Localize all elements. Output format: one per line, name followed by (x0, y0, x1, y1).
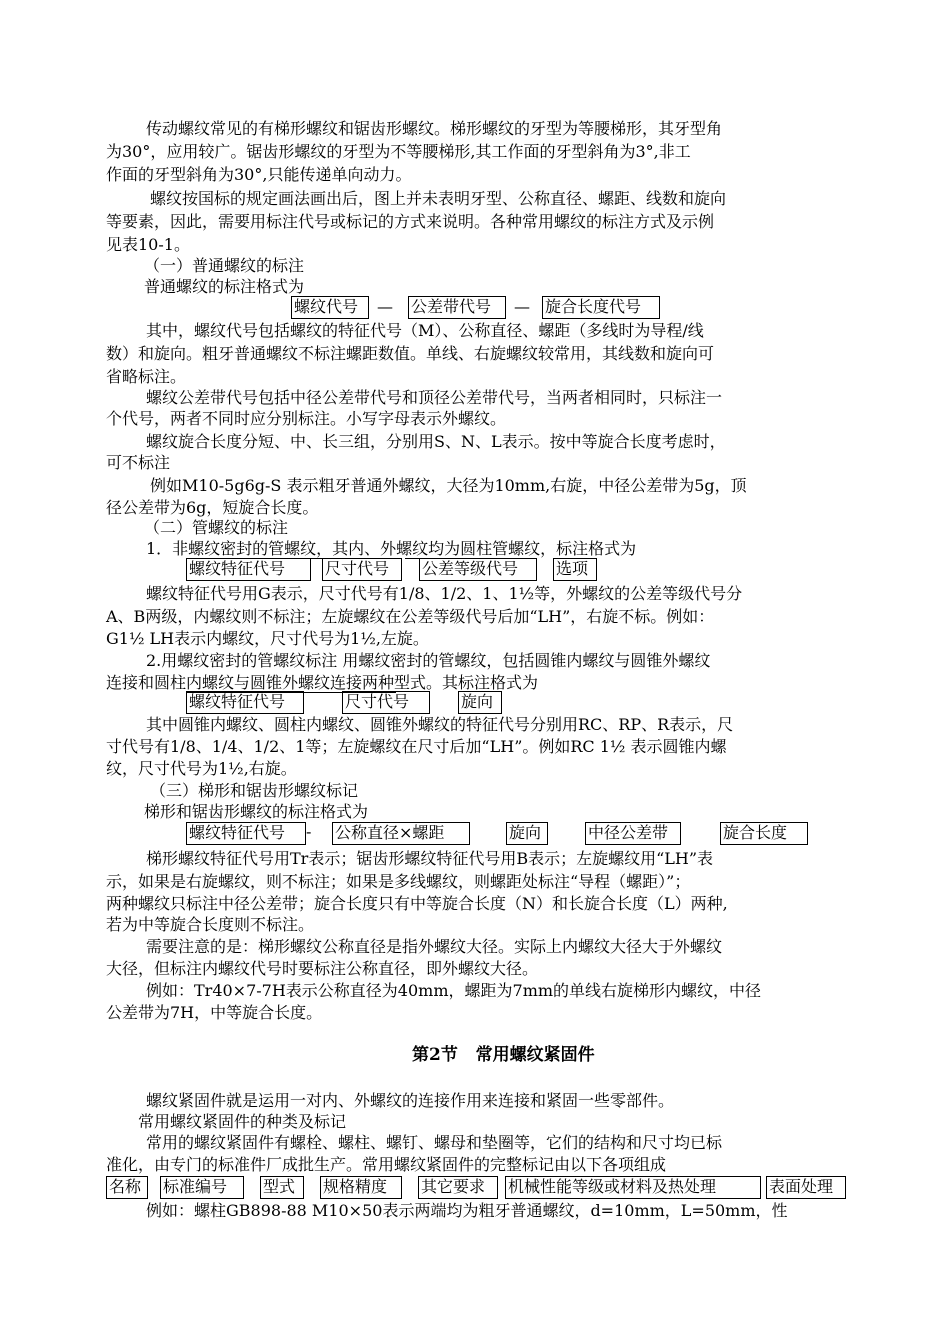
sec2-item2-line2: 连接和圆柱内螺纹与圆锥外螺纹连接两种型式。其标注格式为 (106, 673, 539, 692)
format-box-size-code: 尺寸代号 (342, 691, 430, 714)
format-box-tolerance-code: 公差带代号 (408, 296, 506, 319)
format-box-size-code: 尺寸代号 (322, 558, 402, 581)
format-box-length-code: 旋合长度代号 (542, 296, 660, 319)
section2-subtitle: 常用螺纹紧固件的种类及标记 (138, 1112, 347, 1131)
sec1-p1-line3: 省略标注。 (106, 367, 187, 386)
sec1-title: （一）普通螺纹的标注 (144, 256, 305, 275)
format-dash: — (514, 297, 530, 316)
format-dash: — (377, 297, 393, 316)
section2-p2-line1: 常用的螺纹紧固件有螺栓、螺柱、螺钉、螺母和垫圈等，它们的结构和尺寸均已标 (146, 1133, 723, 1152)
sec3-p3-line1: 例如：Tr40×7-7H表示公称直径为40mm，螺距为7mm的单线右旋梯形内螺纹，中径 (146, 981, 762, 1000)
format-box-diameter-pitch: 公称直径×螺距 (332, 822, 470, 845)
sec1-p3-line2: 可不标注 (106, 453, 171, 472)
intro-p1-line3: 作面的牙型斜角为30°,只能传递单向动力。 (106, 165, 412, 184)
sec1-p4-line2: 径公差带为6g，短旋合长度。 (106, 498, 319, 517)
format-box-feature-code: 螺纹特征代号 (186, 558, 311, 581)
sec3-title: （三）梯形和锯齿形螺纹标记 (150, 781, 359, 800)
intro-p1-line1: 传动螺纹常见的有梯形螺纹和锯齿形螺纹。梯形螺纹的牙型为等腰梯形，其牙型角 (146, 119, 723, 138)
sec1-p2-line2: 个代号，两者不同时应分别标注。小写字母表示外螺纹。 (106, 409, 507, 428)
sec3-p1-line2: 示，如果是右旋螺纹，则不标注；如果是多线螺纹，则螺距处标注“导程（螺距）”； (106, 872, 691, 891)
intro-p1-line2: 为30°，应用较广。锯齿形螺纹的牙型为不等腰梯形,其工作面的牙型斜角为3°,非工 (106, 142, 691, 161)
sec2-item2-line1: 2.用螺纹密封的管螺纹标注 用螺纹密封的管螺纹，包括圆锥内螺纹与圆锥外螺纹 (146, 651, 711, 670)
sec1-format-intro: 普通螺纹的标注格式为 (144, 277, 305, 296)
sec2-title: （二）管螺纹的标注 (144, 518, 289, 537)
sec3-p1-line1: 梯形螺纹特征代号用Tr表示；锯齿形螺纹特征代号用B表示；左旋螺纹用“LH”表 (146, 849, 714, 868)
format-box-engagement-length: 旋合长度 (720, 822, 808, 845)
section2-p1: 螺纹紧固件就是运用一对内、外螺纹的连接作用来连接和紧固一些零部件。 (146, 1091, 675, 1110)
intro-p2-line3: 见表10-1。 (106, 235, 190, 254)
sec1-p1-line2: 数）和旋向。粗牙普通螺纹不标注螺距数值。单线、右旋螺纹较常用，其线数和旋向可 (106, 344, 715, 363)
intro-p2-line2: 等要素，因此，需要用标注代号或标记的方式来说明。各种常用螺纹的标注方式及示例 (106, 212, 715, 231)
format-box-grade-code: 公差等级代号 (419, 558, 537, 581)
sec3-format-intro: 梯形和锯齿形螺纹的标注格式为 (144, 802, 369, 821)
format-box-name: 名称 (106, 1176, 148, 1199)
sec3-p2-line2: 大径，但标注内螺纹代号时要标注公称直径，即外螺纹大径。 (106, 959, 539, 978)
section2-p3: 例如：螺柱GB898-88 M10×50表示两端均为粗牙普通螺纹，d=10mm，L=50mm，性 (146, 1201, 788, 1220)
sec1-p2-line1: 螺纹公差带代号包括中径公差带代号和顶径公差带代号，当两者相同时，只标注一 (146, 388, 723, 407)
sec3-p1-line4: 若为中等旋合长度则不标注。 (106, 915, 315, 934)
sec3-p3-line2: 公差带为7H，中等旋合长度。 (106, 1003, 323, 1022)
sec2-p2-line2: 寸代号有1/8、1/4、1/2、1等；左旋螺纹在尺寸后加“LH”。例如RC 1½ 表示圆锥内螺 (106, 737, 727, 756)
sec1-p1-line1: 其中，螺纹代号包括螺纹的特征代号（M）、公称直径、螺距（多线时为导程/线 (146, 321, 704, 340)
format-dash: - (306, 822, 312, 841)
sec3-p1-line3: 两种螺纹只标注中径公差带；旋合长度只有中等旋合长度（N）和长旋合长度（L）两种, (106, 894, 728, 913)
format-box-mechanical-grade: 机械性能等级或材料及热处理 (505, 1176, 761, 1199)
sec2-item1: 1．非螺纹密封的管螺纹，其内、外螺纹均为圆柱管螺纹，标注格式为 (146, 539, 637, 558)
sec2-p1-line2: A、B两级，内螺纹则不标注；左旋螺纹在公差等级代号后加“LH”，右旋不标。例如： (106, 607, 715, 626)
section-heading: 第2节 常用螺纹紧固件 (412, 1045, 595, 1065)
sec3-p2-line1: 需要注意的是：梯形螺纹公称直径是指外螺纹大径。实际上内螺纹大径大于外螺纹 (146, 937, 723, 956)
format-box-direction: 旋向 (458, 691, 502, 714)
sec2-p2-line1: 其中圆锥内螺纹、圆柱内螺纹、圆锥外螺纹的特征代号分别用RC、RP、R表示，尺 (146, 715, 734, 734)
format-box-thread-code: 螺纹代号 (291, 296, 369, 319)
format-box-pitch-tolerance: 中径公差带 (585, 822, 681, 845)
format-box-surface-treatment: 表面处理 (766, 1176, 846, 1199)
section2-p2-line2: 准化，由专门的标准件厂成批生产。常用螺纹紧固件的完整标记由以下各项组成 (106, 1155, 667, 1174)
format-box-standard-number: 标准编号 (160, 1176, 244, 1199)
format-box-spec-accuracy: 规格精度 (320, 1176, 402, 1199)
format-box-direction: 旋向 (506, 822, 548, 845)
sec1-p3-line1: 螺纹旋合长度分短、中、长三组，分别用S、N、L表示。按中等旋合长度考虑时， (146, 432, 726, 451)
format-box-feature-code: 螺纹特征代号 (186, 822, 306, 845)
sec2-p1-line1: 螺纹特征代号用G表示，尺寸代号有1/8、1/2、1、1½等，外螺纹的公差等级代号分 (146, 584, 743, 603)
intro-p2-line1: 螺纹按国标的规定画法画出后，图上并未表明牙型、公称直径、螺距、线数和旋向 (150, 189, 727, 208)
format-box-option: 选项 (553, 558, 597, 581)
format-box-other-requirements: 其它要求 (418, 1176, 498, 1199)
format-box-type: 型式 (260, 1176, 304, 1199)
sec2-p2-line3: 纹，尺寸代号为1½,右旋。 (106, 759, 297, 778)
format-box-feature-code: 螺纹特征代号 (186, 691, 304, 714)
sec2-p1-line3: G1½ LH表示内螺纹，尺寸代号为1½,左旋。 (106, 629, 429, 648)
sec1-p4-line1: 例如M10-5g6g-S 表示粗牙普通外螺纹，大径为10mm,右旋，中径公差带为5g，顶 (150, 476, 747, 495)
